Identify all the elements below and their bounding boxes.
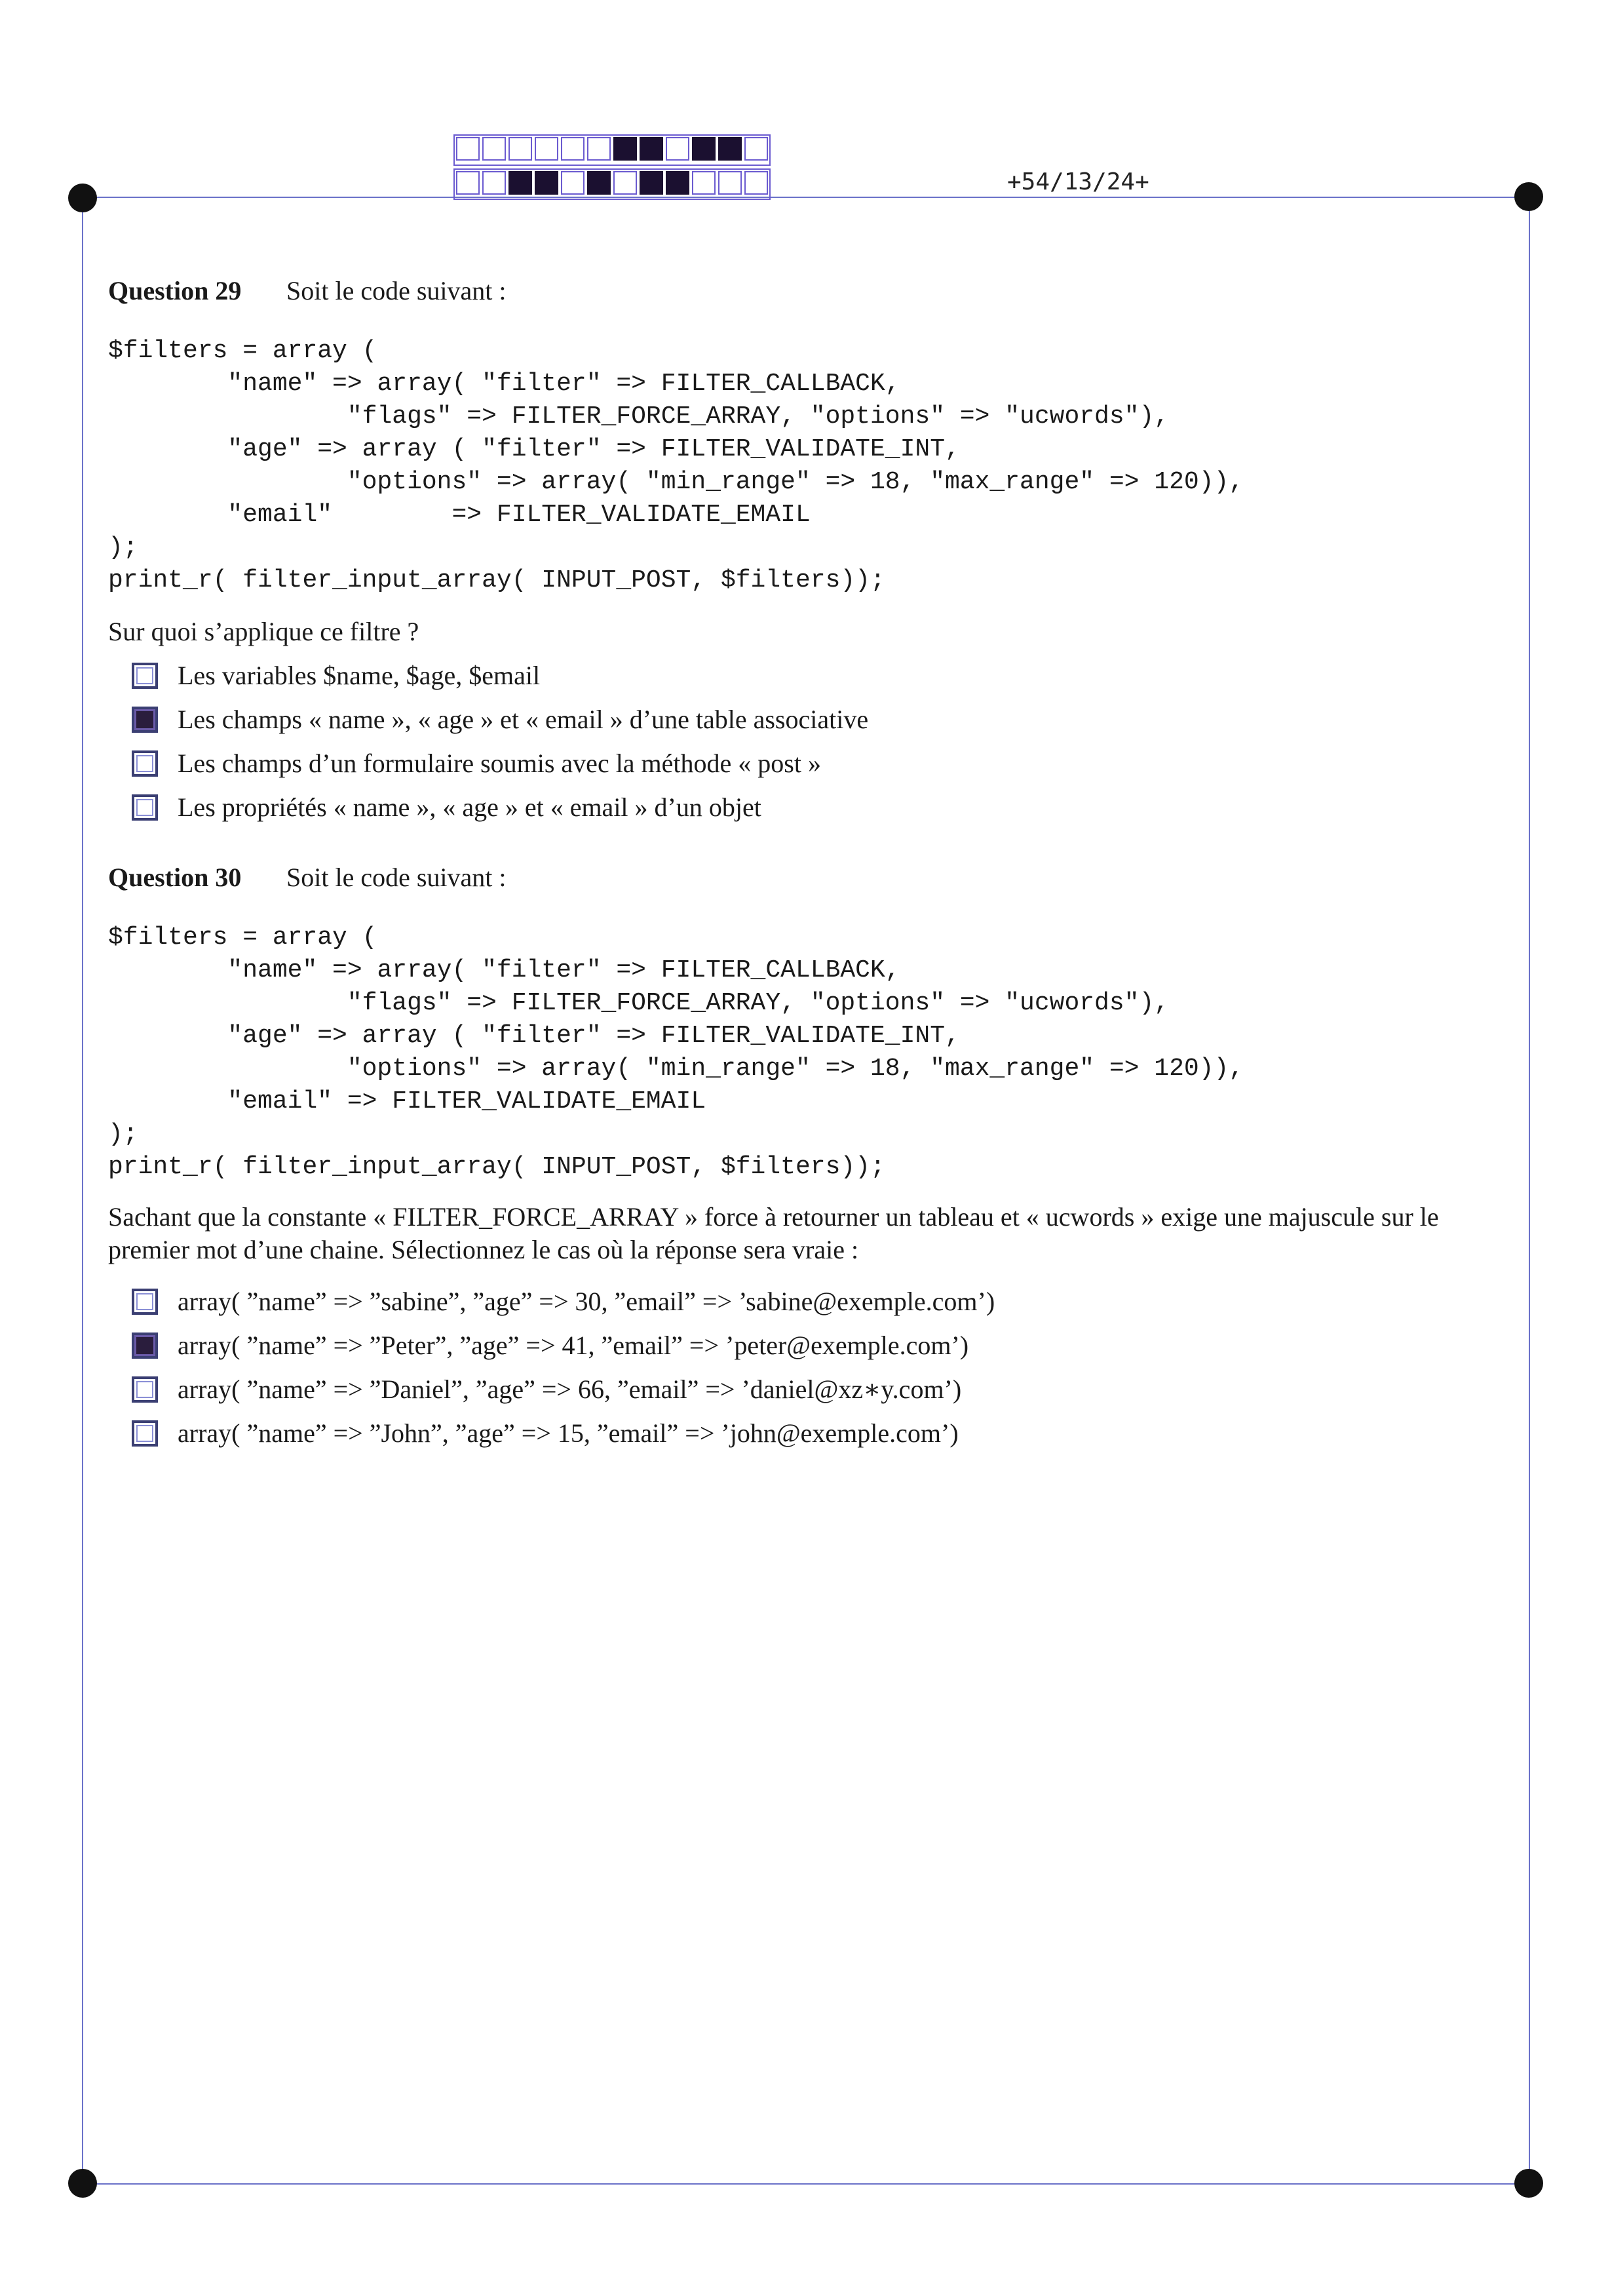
answer-option[interactable] xyxy=(108,1367,1510,1411)
code-block: $filters = array ( "name" => array( "filter" => FILTER_CALLBACK, "flags" => FILTER_FORCE_ARRAY, "options" => "ucwords"), "age" => array ( "filter" => FILTER_VALIDATE_INT, "options" => array( "min_range" => 18, "max_range" => 120)), "email" => FILTER_VALIDATE_EMAIL ); print_r( filter_input_array( INPUT_POST, $filters)); xyxy=(108,924,1244,1181)
code-block: $filters = array ( "name" => array( "filter" => FILTER_CALLBACK, "flags" => FILTER_FORCE_ARRAY, "options" => "ucwords"), "age" => array ( "filter" => FILTER_VALIDATE_INT, "options" => array( "min_range" => 18, "max_range" => 120)), "email" => FILTER_VALIDATE_EMAIL ); print_r( filter_input_array( INPUT_POST, $filters)); xyxy=(108,337,1244,594)
question-30 xyxy=(108,862,1510,1455)
frame-bottom-line xyxy=(82,2183,1530,2185)
barcode-bit xyxy=(613,171,637,195)
answer-option[interactable] xyxy=(108,1279,1510,1323)
answer-text: array( ”name” => ”Peter”, ”age” => 41, ”email” => ’peter@exemple.com’) xyxy=(178,1331,969,1360)
barcode-bit xyxy=(587,137,611,161)
checkbox[interactable] xyxy=(132,794,158,821)
barcode-bit xyxy=(535,137,558,161)
answer-list xyxy=(108,1279,1510,1455)
checkbox[interactable] xyxy=(132,1289,158,1315)
corner-marker-bottom-left xyxy=(68,2169,97,2198)
question-label: Question 29 xyxy=(108,276,242,305)
checkbox[interactable] xyxy=(132,663,158,689)
barcode-bit xyxy=(456,137,480,161)
answer-option[interactable] xyxy=(108,653,1510,697)
barcode-bit xyxy=(640,137,663,161)
frame-left-line xyxy=(82,197,83,2185)
answer-text: array( ”name” => ”Daniel”, ”age” => 66, ”email” => ’daniel@xz∗y.com’) xyxy=(178,1374,962,1404)
checkbox[interactable] xyxy=(132,707,158,733)
barcode-bit xyxy=(718,171,742,195)
question-prompt: Sachant que la constante « FILTER_FORCE_ARRAY » force à retourner un tableau et « ucwords » exige une majuscule sur le premier mot d’une chaine. Sélectionnez le cas où la réponse sera vraie : xyxy=(108,1202,1439,1264)
id-barcode-row-2 xyxy=(453,168,771,200)
answer-text: Les variables $name, $age, $email xyxy=(178,661,541,690)
barcode-bit xyxy=(587,171,611,195)
answer-option[interactable] xyxy=(108,1323,1510,1367)
answer-text: array( ”name” => ”sabine”, ”age” => 30, ”email” => ’sabine@exemple.com’) xyxy=(178,1287,995,1316)
barcode-bit xyxy=(508,171,532,195)
barcode-bit xyxy=(561,171,585,195)
question-prompt: Sur quoi s’applique ce filtre ? xyxy=(108,617,419,646)
barcode-bit xyxy=(744,171,768,195)
barcode-bit xyxy=(666,137,689,161)
answer-text: Les champs « name », « age » et « email » d’une table associative xyxy=(178,705,869,734)
barcode-bit xyxy=(535,171,558,195)
question-header xyxy=(108,862,1510,893)
answer-option[interactable] xyxy=(108,785,1510,829)
answer-option[interactable] xyxy=(108,741,1510,785)
barcode-bit xyxy=(718,137,742,161)
barcode-bit xyxy=(613,137,637,161)
corner-marker-bottom-right xyxy=(1514,2169,1543,2198)
barcode-bit xyxy=(508,137,532,161)
barcode-bit xyxy=(692,137,716,161)
page-id: +54/13/24+ xyxy=(1007,168,1149,195)
answer-list xyxy=(108,653,1510,829)
question-intro: Soit le code suivant : xyxy=(286,276,507,305)
barcode-bit xyxy=(482,171,506,195)
checkbox[interactable] xyxy=(132,1420,158,1447)
answer-option[interactable] xyxy=(108,697,1510,741)
barcode-bit xyxy=(744,137,768,161)
answer-option[interactable] xyxy=(108,1411,1510,1455)
corner-marker-top-right xyxy=(1514,182,1543,211)
question-label: Question 30 xyxy=(108,863,242,892)
barcode-bit xyxy=(456,171,480,195)
frame-right-line xyxy=(1529,197,1530,2185)
frame-top-line xyxy=(82,197,1530,198)
corner-marker-top-left xyxy=(68,184,97,212)
question-header xyxy=(108,275,1510,306)
id-barcode-row-1 xyxy=(453,134,771,166)
question-29 xyxy=(108,275,1510,829)
answer-text: array( ”name” => ”John”, ”age” => 15, ”email” => ’john@exemple.com’) xyxy=(178,1418,959,1448)
checkbox[interactable] xyxy=(132,1376,158,1403)
barcode-bit xyxy=(640,171,663,195)
barcode-bit xyxy=(666,171,689,195)
barcode-bit xyxy=(692,171,716,195)
barcode-bit xyxy=(561,137,585,161)
answer-text: Les champs d’un formulaire soumis avec la méthode « post » xyxy=(178,749,821,778)
barcode-bit xyxy=(482,137,506,161)
checkbox[interactable] xyxy=(132,750,158,777)
question-intro: Soit le code suivant : xyxy=(286,863,507,892)
checkbox[interactable] xyxy=(132,1333,158,1359)
answer-text: Les propriétés « name », « age » et « email » d’un objet xyxy=(178,792,761,822)
